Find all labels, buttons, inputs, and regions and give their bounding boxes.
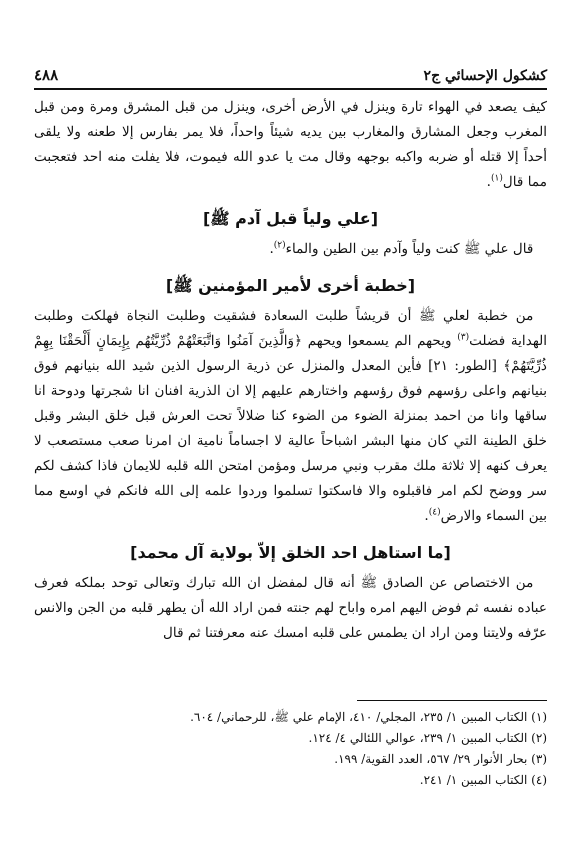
paragraph-2-text: قال علي ﷺ كنت ولياً وآدم بين الطين والماء xyxy=(285,241,534,257)
paragraph-1-text: كيف يصعد في الهواء تارة وينزل في الأرض أخرى، وينزل من قبل المشرق ومرة ومن قبل المغرب وجعل المشارق والمغارب بين يديه شيئاً واحداً، فلا يمر بفارس إلا طعنه ولا يلقى أحداً إلا قتله أو ضربه واكبه بوجهه وقال مت يا عدو الله فيموت، فلا يفلت منه احد فتعجبت مما قال xyxy=(34,99,547,190)
paragraph-4-text: من الاختصاص عن الصادق ﷺ أنه قال لمفضل ان الله تبارك وتعالى توحد بملكه فعرف عباده نفسه ثم فوض اليهم امره واباح لهم جنته فمن اراد الله أن يطهر قلبه من الجن والانس عرّفه ولايتنا ومن اراد ان يطمس على قلبه امسك عنه معرفتنا ثم قال xyxy=(34,575,547,641)
paragraph-3-text-a: من خطبة لعلي ﷺ أن قريشاً طلبت السعادة فشقيت وطلبت النجاة فهلكت وطلبت الهداية فضلت xyxy=(34,308,548,349)
page-number: ٤٨٨ xyxy=(34,66,59,84)
paragraph-4 xyxy=(34,571,547,646)
main-text xyxy=(34,95,547,646)
footnote-4: (٤) الكتاب المبين ١/ ٢٤١. xyxy=(419,773,547,787)
running-header xyxy=(34,62,547,90)
footnote-ref-2: (٢) xyxy=(273,240,286,251)
footnote-3: (٣) بحار الأنوار ٢٩/ ٥٦٧، العدد القوية/ ١٩٩. xyxy=(334,752,547,766)
section-heading-2: [خطبة أخرى لأمير المؤمنين ﷺ] xyxy=(165,276,416,295)
paragraph-3-text-b: ويحهم الم يسمعوا ويحهم ﴿وَالَّذِينَ آمَنُوا وَاتَّبَعَتْهُمْ ذُرِّيَّتُهُم بِإِيمَانٍ أَلْحَقْنَا بِهِمْ ذُرِّيَّتَهُمْ﴾ [الطور: ٢١] فأين المعدل والمنزل عن ذرية الرسول الذين شيد الله بنيانهم فوق بنيانهم واعلى رؤسهم فوق رؤسهم واختارهم عليهم إلا ان الذرية افنان انا شجرتها ودوحة انا ساقها وانا من احمد بمنزلة الضوء من الضوء كنا ضلالاً تحت العرش قبل خلق البشر وقبل خلق الطينة التي كان منها البشر اشباحاً عالية لا اجساماً نامية ان امرنا صعب مستصعب لا يعرف كنهه إلا ثلاثة ملك مقرب ونبي مرسل ومؤمن امتحن الله قلبه للايمان فاذا كشف لكم سر ووضح لكم امر فاقبلوه والا فاسكتوا تسلموا وردوا علمه إلى الله فانكم في اوسع مما بين السماء والارض xyxy=(34,333,547,524)
paragraph-1: كيف يصعد في الهواء تارة وينزل في الأرض أخرى، وينزل من قبل المشرق ومرة ومن قبل المغرب وجعل المشارق والمغارب بين يديه شيئاً واحداً، فلا يمر بفارس إلا طعنه ولا يلقى أحداً إلا قتله أو ضربه واكبه بوجهه وقال مت يا عدو الله فيموت، فلا يفلت منه احد فتعجبت مما قال$^{(١)}$. xyxy=(34,99,547,190)
section-heading-1: [علي ولياً قبل آدم ﷺ] xyxy=(202,209,379,228)
footnote-divider xyxy=(357,700,547,701)
book-title: كشكول الإحسائي ج٢ xyxy=(423,68,547,84)
footnote-1: (١) الكتاب المبين ١/ ٢٣٥، المجلي/ ٤١٠، الإمام علي ﷺ، للرحماني/ ٦٠٤. xyxy=(190,710,547,724)
footnote-ref-1: (١) xyxy=(491,173,503,184)
footnote-2: (٢) الكتاب المبين ١/ ٢٣٩، عوالي اللئالي ٤/ ١٢٤. xyxy=(308,731,547,745)
footnote-ref-3: (٣) xyxy=(457,332,470,343)
footnotes-section xyxy=(34,700,547,791)
footnote-ref-4: (٤) xyxy=(428,507,441,518)
section-heading-3: [ما استاهل احد الخلق إلاّ بولاية آل محمد] xyxy=(130,543,451,562)
paragraph-3: من خطبة لعلي ﷺ أن قريشاً طلبت السعادة فشقيت وطلبت النجاة فهلكت وطلبت الهداية فضلت$^{(٣)}$ ويحهم الم يسمعوا ويحهم ﴿وَالَّذِينَ آمَنُوا وَاتَّبَعَتْهُمْ ذُرِّيَّتُهُم بِإِيمَانٍ أَلْحَقْنَا بِهِمْ ذُرِّيَّتَهُمْ﴾ [الطور: ٢١] فأين المعدل والمنزل عن ذرية الرسول الذين شيد الله بنيانهم فوق بنيانهم واعلى رؤسهم فوق رؤسهم واختارهم عليهم إلا ان الذرية افنان انا شجرتها ودوحة انا ساقها وانا من احمد بمنزلة الضوء من الضوء كنا ضلالاً تحت العرش قبل خلق البشر وقبل خلق الطينة التي كان منها البشر اشباحاً عالية لا اجساماً نامية ان امرنا صعب مستصعب لا يعرف كنهه إلا ثلاثة ملك مقرب ونبي مرسل ومؤمن امتحن الله قلبه للايمان فاذا كشف لكم سر ووضح لكم امر فاقبلوه والا فاسكتوا تسلموا وردوا علمه إلى الله فانكم في اوسع مما بين السماء والارض$^{(٤)}$. xyxy=(34,308,548,524)
paragraph-2: قال علي ﷺ كنت ولياً وآدم بين الطين والماء$^{(٢)}$. xyxy=(269,240,534,257)
